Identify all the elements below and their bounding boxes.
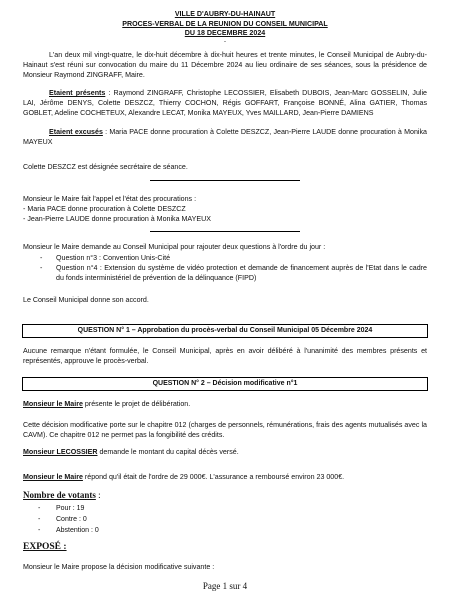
speaker-label: Monsieur le Maire [23, 400, 83, 408]
votants-item-text: Pour : 19 [56, 505, 85, 512]
question-2-para-4 [23, 473, 344, 483]
header-town: VILLE D'AUBRY-DU-HAINAUT [174, 10, 276, 18]
ordre-item-text: Question n°4 : Extension du système de vidéo protection et demande de financement auprès de l'Etat dans le cadre du fonds interministériel de prévention de la délinquance (FIPD) [56, 264, 427, 282]
appel-intro: Monsieur le Maire fait l'appel et l'état des procurations : [23, 195, 197, 203]
ordre-item-1 [40, 253, 427, 263]
excuses-label: Etaient excusés [49, 128, 103, 136]
speaker-text: répond qu'il était de l'ordre de 29 000€. L'assurance a remboursé environ 23 000€. [82, 473, 345, 481]
question-2-prefix: QUESTION N° 2 – [152, 380, 213, 387]
speaker-label: Monsieur LECOSSIER [23, 448, 98, 456]
votants-suffix: : [95, 490, 101, 500]
question-2-para-3 [23, 448, 239, 458]
votants-label: Nombre de votants [23, 490, 96, 500]
ordre-item-2 [40, 263, 427, 285]
list-bullet: - [38, 516, 41, 523]
speaker-text: présente le projet de délibération. [82, 400, 191, 408]
question-1-title: Approbation du procès-verbal du Conseil Municipal 05 Décembre 2024 [137, 327, 373, 334]
speaker-label: Monsieur le Maire [23, 473, 83, 481]
list-bullet: - [38, 527, 41, 534]
question-2-title: Décision modificative n°1 [212, 380, 298, 387]
question-2-heading [22, 377, 428, 391]
list-bullet: - [40, 254, 43, 262]
speaker-text: demande le montant du capital décès versé. [97, 448, 239, 456]
list-bullet: - [40, 264, 43, 272]
question-2-para-1 [23, 400, 190, 410]
intro-paragraph: L'an deux mil vingt-quatre, le dix-huit décembre à dix-huit heures et trente minutes, le Conseil Municipal de Aubry-du-Hainaut s'est réuni sur convocation du maire du 11 Décembre 2024 au lieu ordinaire de ses séances, sous la présidence de Monsieur Raymond ZINGRAFF, Maire. [23, 51, 427, 79]
question-2-para-2: Cette décision modificative porte sur le chapitre 012 (charges de personnels, rémunérations, frais des agents mutualisés avec la CAVM). Ce chapitre 012 ne permet pas la fongibilité des crédits. [23, 421, 427, 439]
question-1-text: Aucune remarque n'étant formulée, le Conseil Municipal, après en avoir délibéré à l'unanimité des membres présents et représentés, approuve le procès-verbal. [23, 347, 427, 365]
header-date: DU 18 DECEMBRE 2024 [184, 29, 266, 37]
presents-paragraph [23, 88, 427, 118]
list-bullet: - [38, 505, 41, 512]
excuses-paragraph [23, 127, 427, 147]
page-number: Page 1 sur 4 [202, 581, 248, 591]
appel-item-1: - Maria PACE donne procuration à Colette DESZCZ [23, 205, 186, 213]
secretaire-line: Colette DESZCZ est désignée secrétaire de séance. [23, 163, 188, 171]
presents-label: Etaient présents [49, 89, 106, 97]
votants-item-text: Abstention : 0 [56, 527, 99, 534]
header-mark: - [224, 39, 226, 45]
votants-item-text: Contre : 0 [56, 516, 87, 523]
separator-rule [150, 180, 300, 181]
appel-item-2: - Jean-Pierre LAUDE donne procuration à Monika MAYEUX [23, 214, 211, 223]
expose-heading: EXPOSÉ : [23, 542, 67, 552]
ordre-intro: Monsieur le Maire demande au Conseil Municipal pour rajouter deux questions à l'ordre du jour : [23, 243, 326, 251]
question-1-prefix: QUESTION N° 1 – [77, 327, 138, 334]
expose-text: Monsieur le Maire propose la décision modificative suivante : [23, 563, 215, 571]
excuses-text: : Maria PACE donne procuration à Colette DESZCZ, Jean-Pierre LAUDE donne procuration à Monika MAYEUX [23, 128, 427, 146]
votants-heading [23, 490, 101, 501]
ordre-item-text: Question n°3 : Convention Unis-Cité [56, 254, 171, 262]
question-1-heading [22, 324, 428, 338]
presents-text: : Raymond ZINGRAFF, Christophe LECOSSIER, Elisabeth DUBOIS, Jean-Marc GOSSELIN, Julie LAI, Jérôme DENYS, Colette DESZCZ, Thierry COCHON, Régis GOFFART, Françoise BONNÉ, Alina GATIER, Thomas GOBLET, Adeline COCHETEUX, Alexandre LECAT, Monika MAYEUX, Yves MAILLARD, Jean-Pierre DAMIENS [23, 89, 427, 117]
ordre-accord: Le Conseil Municipal donne son accord. [23, 296, 149, 304]
header-title: PROCES-VERBAL DE LA REUNION DU CONSEIL MUNICIPAL [122, 19, 328, 28]
separator-rule [150, 231, 300, 232]
